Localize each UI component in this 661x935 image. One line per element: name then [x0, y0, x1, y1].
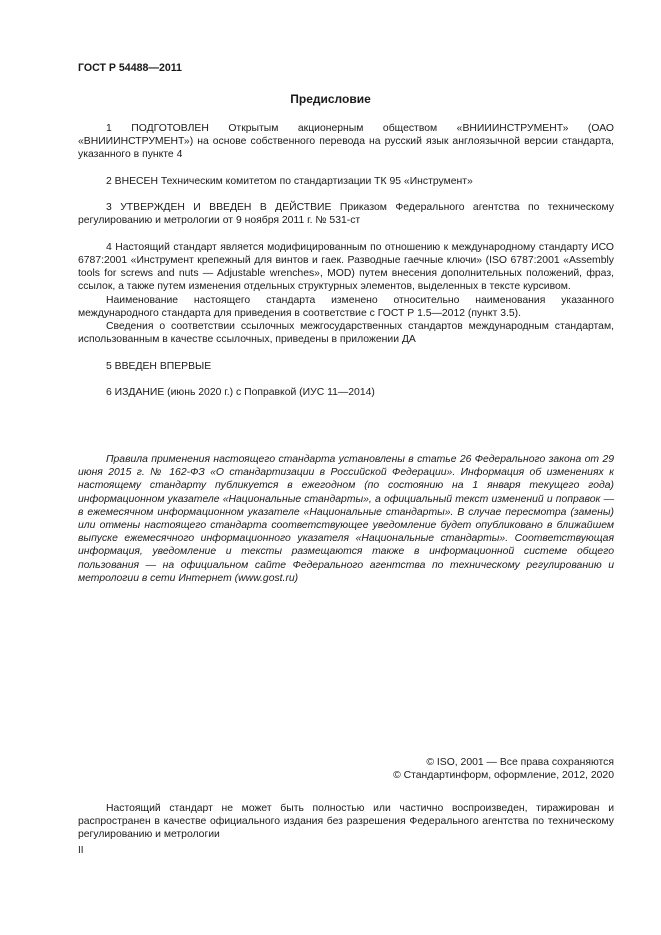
paragraph-prepared: 1 ПОДГОТОВЛЕН Открытым акционерным обществом «ВНИИИНСТРУМЕНТ» (ОАО «ВНИИИНСТРУМЕНТ») на основе собственного перевода на русский язык англоязычной версии стандарта, указанного в пункте 4 — [78, 123, 614, 161]
copyright-iso: © ISO, 2001 — Все права сохраняются — [426, 757, 614, 768]
page-number: II — [78, 845, 84, 856]
paragraph-first-introduced: 5 ВВЕДЕН ВПЕРВЫЕ — [106, 360, 212, 372]
foreword-body — [78, 122, 614, 399]
paragraph-modified: 4 Настоящий стандарт является модифицированным по отношению к международному стандарту ИСО 6787:2001 «Инструмент крепежный для винтов и гаек. Разводные гаечные ключи» (ISO 6787:2001 «Assembly tools for screws and nuts — Adjustable wrenches», MOD) путем внесения дополнительных положений, фраз, ссылок, а также путем изменения отдельных структурных элементов, выделенных в тексте курсивом. — [78, 241, 614, 293]
paragraph-edition: 6 ИЗДАНИЕ (июнь 2020 г.) с Поправкой (ИУС 11—2014) — [106, 386, 375, 398]
reproduction-notice: Настоящий стандарт не может быть полностью или частично воспроизведен, тиражирован и распространен в качестве официального издания без разрешения Федерального агентства по техническому регулированию и метрологии — [78, 803, 614, 841]
standard-code: ГОСТ Р 54488—2011 — [78, 62, 182, 74]
paragraph-introduced: 2 ВНЕСЕН Техническим комитетом по стандартизации ТК 95 «Инструмент» — [106, 175, 473, 187]
paragraph-approved: 3 УТВЕРЖДЕН И ВВЕДЕН В ДЕЙСТВИЕ Приказом Федерального агентства по техническому регулированию и метрологии от 9 ноября 2011 г. № 531-ст — [78, 202, 614, 227]
page-title: Предисловие — [290, 92, 371, 106]
italic-notice: Правила применения настоящего стандарта установлены в статье 26 Федерального закона от 29 июня 2015 г. № 162-ФЗ «О стандартизации в Российской Федерации». Информация об изменениях к настоящему стандарту публикуется в ежегодном (по состоянию на 1 января текущего года) информационном указателе «Национальные стандарты», а официальный текст изменений и поправок — в ежемесячном информационном указателе «Национальные стандарты». В случае пересмотра (замены) или отмены настоящего стандарта соответствующее уведомление будет опубликовано в ближайшем выпуске ежемесячного информационного указателя «Национальные стандарты». Соответствующая информация, уведомление и тексты размещаются также в информационной системе общего пользования — на официальном сайте Федерального агентства по техническому регулированию и метрологии в сети Интернет (www.gost.ru) — [78, 454, 614, 584]
copyright-block — [393, 756, 614, 782]
copyright-standartinform: © Стандартинформ, оформление, 2012, 2020 — [393, 770, 614, 782]
paragraph-references: Сведения о соответствии ссылочных межгосударственных стандартов международным стандартам, использованным в качестве ссылочных, приведены в приложении ДА — [78, 321, 614, 346]
paragraph-name-change: Наименование настоящего стандарта изменено относительно наименования указанного международного стандарта для приведения в соответствие с ГОСТ Р 1.5—2012 (пункт 3.5). — [78, 294, 614, 319]
